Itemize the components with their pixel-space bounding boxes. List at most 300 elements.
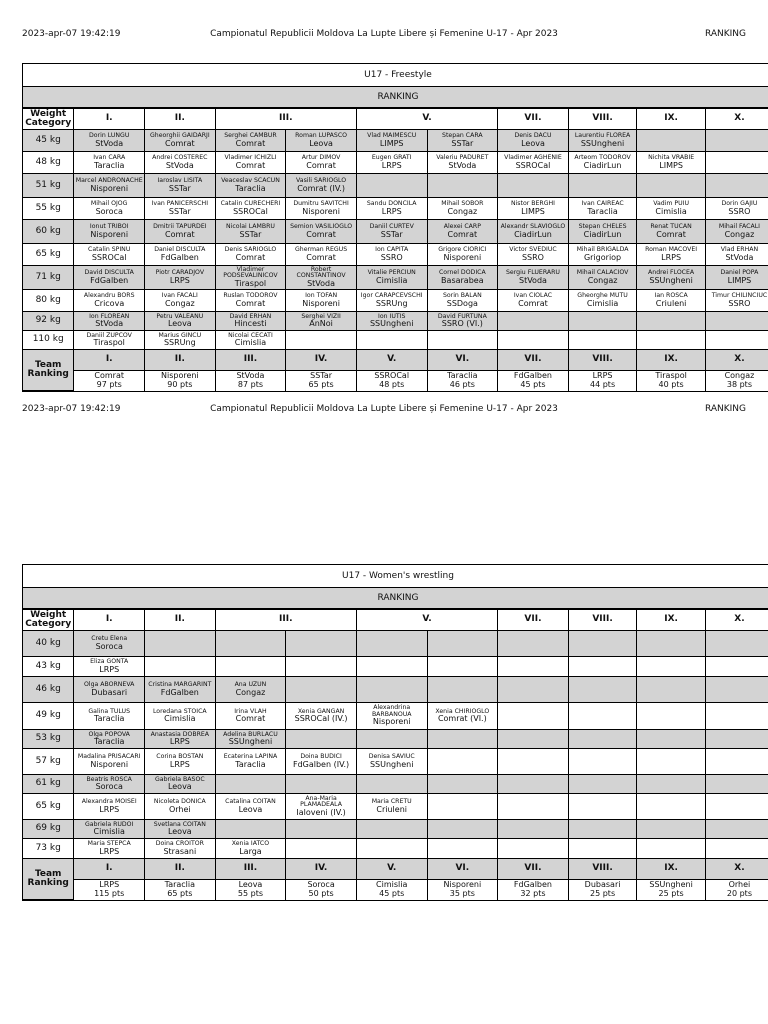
athlete-name: Maria STEPCA xyxy=(87,840,131,848)
result-cell xyxy=(74,290,145,312)
result-cell xyxy=(286,730,357,749)
result-cell xyxy=(637,331,706,350)
result-cell xyxy=(145,220,216,244)
athlete-name: Arteom TODOROV xyxy=(574,154,631,162)
athlete-club: LIMPS xyxy=(727,275,752,285)
result-cell xyxy=(498,331,569,350)
athlete-name: Ana UZUN xyxy=(234,681,267,689)
result-cell xyxy=(145,244,216,266)
athlete-name: Victor SVEDIUC xyxy=(509,246,557,254)
athlete-club: Leova xyxy=(238,804,263,814)
weight-row xyxy=(23,220,768,244)
weight-category-header: Weight Category xyxy=(23,610,74,631)
result-cell xyxy=(705,703,768,730)
weight-row xyxy=(23,266,768,290)
result-cell xyxy=(705,657,768,677)
athlete-club: Cimislia xyxy=(93,827,125,837)
result-cell xyxy=(498,198,569,220)
athlete-club: Nisporeni xyxy=(90,229,129,239)
athlete-name: Corina BOSTAN xyxy=(156,753,204,761)
result-cell xyxy=(427,244,498,266)
result-cell xyxy=(568,198,637,220)
team-ranking-label: Team Ranking xyxy=(23,350,74,391)
athlete-club: Tiraspol xyxy=(93,338,125,348)
rank-header: V. xyxy=(356,109,497,130)
result-cell xyxy=(286,677,357,703)
athlete-club: LRPS xyxy=(99,664,120,674)
result-cell xyxy=(568,749,637,775)
weight-category: 40 kg xyxy=(23,631,74,657)
athlete-club: Taraclia xyxy=(94,737,125,747)
result-cell xyxy=(215,794,286,820)
result-cell xyxy=(568,152,637,174)
result-cell xyxy=(286,331,357,350)
team-points: 55 pts xyxy=(237,888,263,898)
athlete-name: Nichita VRABIE xyxy=(648,154,695,162)
athlete-club: StVoda xyxy=(518,275,547,285)
result-cell xyxy=(498,703,569,730)
result-cell xyxy=(427,794,498,820)
team-club: FdGalben xyxy=(513,880,552,890)
result-cell xyxy=(705,631,768,657)
team-club: Soroca xyxy=(307,880,335,890)
result-cell xyxy=(215,775,286,794)
athlete-club: SSROCal xyxy=(233,206,268,216)
result-cell xyxy=(427,677,498,703)
result-cell xyxy=(286,839,357,859)
weight-category: 73 kg xyxy=(23,839,74,859)
athlete-club: SSTar xyxy=(239,229,262,239)
result-cell xyxy=(215,290,286,312)
result-cell xyxy=(498,266,569,290)
result-cell xyxy=(637,220,706,244)
athlete-name: Nicolai LAMBRU xyxy=(225,223,275,231)
athlete-club: Comrat xyxy=(306,160,336,170)
result-cell xyxy=(356,703,427,730)
team-result xyxy=(356,880,427,900)
team-points: 50 pts xyxy=(308,888,334,898)
result-cell xyxy=(74,631,145,657)
weight-category: 55 kg xyxy=(23,198,74,220)
athlete-club: Soroca xyxy=(95,641,123,651)
result-cell xyxy=(286,631,357,657)
athlete-club: Cricova xyxy=(94,298,125,308)
result-cell xyxy=(356,312,427,331)
athlete-club: SSTar xyxy=(168,183,191,193)
athlete-club: Cimislia xyxy=(586,298,619,308)
result-cell xyxy=(705,244,768,266)
athlete-name: Valeriu PADURET xyxy=(436,154,489,162)
result-cell xyxy=(215,130,286,152)
result-cell xyxy=(498,677,569,703)
athlete-name: Loredana STOICA xyxy=(152,707,207,715)
team-result xyxy=(74,880,145,900)
athlete-name: Olga POPOVA xyxy=(88,730,130,738)
weight-category: 71 kg xyxy=(23,266,74,290)
rank-header: I. xyxy=(74,610,145,631)
result-cell xyxy=(637,290,706,312)
athlete-name: Gabriela BASOC xyxy=(154,775,205,783)
athlete-club: SSDoga xyxy=(446,298,478,308)
rank-header: IX. xyxy=(637,109,706,130)
result-cell xyxy=(568,174,637,198)
team-result xyxy=(705,880,768,900)
athlete-club: Congaz xyxy=(164,298,195,308)
team-result xyxy=(215,371,286,391)
result-cell xyxy=(568,312,637,331)
athlete-name: Ruslan TODOROV xyxy=(223,292,278,300)
result-cell xyxy=(705,839,768,859)
athlete-name: David DISCULTA xyxy=(84,269,134,277)
team-club: Dubasari xyxy=(584,880,621,890)
athlete-club: SSRO xyxy=(728,206,751,216)
athlete-club: Taraclia xyxy=(235,759,266,769)
athlete-club: Criuleni xyxy=(655,298,687,308)
team-club: Nisporeni xyxy=(443,880,482,890)
athlete-club: StVoda xyxy=(725,252,754,262)
result-cell xyxy=(498,794,569,820)
weight-row xyxy=(23,130,768,152)
team-club: Taraclia xyxy=(164,880,196,890)
result-cell xyxy=(356,631,427,657)
womens-title: U17 - Women's wrestling xyxy=(23,565,768,588)
athlete-name: Ivan FACALI xyxy=(161,292,198,300)
athlete-club: Comrat (IV.) xyxy=(297,183,345,193)
result-cell xyxy=(74,730,145,749)
athlete-name: Mihail BRIGALDA xyxy=(576,246,629,254)
athlete-club: Tiraspol xyxy=(234,278,267,288)
weight-row xyxy=(23,820,768,839)
athlete-name: Ian ROSCA xyxy=(654,292,688,300)
result-cell xyxy=(356,331,427,350)
athlete-club: Nisporeni xyxy=(302,298,340,308)
athlete-club: LRPS xyxy=(169,737,190,747)
athlete-club: AnNoi xyxy=(309,319,333,329)
athlete-club: SSUngheni xyxy=(580,138,625,148)
athlete-name: Beatris ROSCA xyxy=(86,775,132,783)
result-cell xyxy=(427,174,498,198)
result-cell xyxy=(215,703,286,730)
athlete-club: LRPS xyxy=(661,252,682,262)
weight-category: 110 kg xyxy=(23,331,74,350)
result-cell xyxy=(286,794,357,820)
athlete-club: Comrat xyxy=(235,298,266,308)
athlete-club: LRPS xyxy=(169,759,190,769)
athlete-club: Comrat xyxy=(518,298,548,308)
team-points: 115 pts xyxy=(94,888,125,898)
team-rank-header: VIII. xyxy=(568,859,637,880)
athlete-club: Nisporeni xyxy=(90,759,129,769)
result-cell xyxy=(637,266,706,290)
result-cell xyxy=(498,839,569,859)
athlete-name: Semion VASILIOGLO xyxy=(290,223,353,231)
athlete-club: LRPS xyxy=(381,160,402,170)
result-cell xyxy=(637,152,706,174)
result-cell xyxy=(568,266,637,290)
team-rank-header: I. xyxy=(74,859,145,880)
team-rank-header: X. xyxy=(705,859,768,880)
athlete-name: Ionut TRIBOI xyxy=(89,223,129,231)
result-cell xyxy=(286,703,357,730)
athlete-name: Alexandra MOISEI xyxy=(81,798,137,806)
result-cell xyxy=(568,244,637,266)
athlete-name: Dorin LUNGU xyxy=(89,132,130,140)
weight-row xyxy=(23,749,768,775)
athlete-name: Xenia CHIRIOGLO xyxy=(435,707,490,715)
result-cell xyxy=(145,631,216,657)
athlete-name: Vladimer ICHIZLI xyxy=(224,154,277,162)
team-points: 45 pts xyxy=(520,379,546,389)
rank-header: II. xyxy=(145,610,216,631)
result-cell xyxy=(427,775,498,794)
result-cell xyxy=(356,266,427,290)
athlete-name: Vlad ERHAN xyxy=(720,246,759,254)
athlete-name: Ion TOFAN xyxy=(305,292,338,300)
team-rank-header: IX. xyxy=(637,350,706,371)
athlete-club: Comrat xyxy=(235,160,266,170)
athlete-name: Alexandrina BARBANOUA xyxy=(371,704,412,718)
athlete-name: Catalin SPINU xyxy=(88,246,131,254)
athlete-name: Doina CROITOR xyxy=(155,840,204,848)
result-cell xyxy=(215,657,286,677)
athlete-club: Taraclia xyxy=(587,206,618,216)
weight-row xyxy=(23,290,768,312)
result-cell xyxy=(568,677,637,703)
weight-row xyxy=(23,244,768,266)
weight-row xyxy=(23,657,768,677)
athlete-name: Marcel ANDRONACHE xyxy=(75,177,143,185)
result-cell xyxy=(498,130,569,152)
weight-category: 49 kg xyxy=(23,703,74,730)
result-cell xyxy=(427,730,498,749)
athlete-name: Nicoleta DONICA xyxy=(153,798,206,806)
athlete-name: Mihail OJOG xyxy=(90,200,128,208)
result-cell xyxy=(286,775,357,794)
weight-row xyxy=(23,331,768,350)
athlete-club: Comrat xyxy=(165,138,195,148)
athlete-name: Gabriela RUDOI xyxy=(85,820,134,828)
result-cell xyxy=(356,820,427,839)
athlete-name: Cretu Elena xyxy=(91,635,128,643)
athlete-club: SSRO xyxy=(521,252,544,262)
result-cell xyxy=(705,794,768,820)
result-cell xyxy=(637,677,706,703)
result-cell xyxy=(215,152,286,174)
athlete-club: Soroca xyxy=(95,782,123,792)
athlete-club: LRPS xyxy=(99,846,120,856)
result-cell xyxy=(145,266,216,290)
team-result xyxy=(637,371,706,391)
team-points: 65 pts xyxy=(167,888,193,898)
athlete-club: Comrat xyxy=(235,252,266,262)
header-ranking: RANKING xyxy=(704,29,746,39)
result-cell xyxy=(427,820,498,839)
result-cell xyxy=(705,820,768,839)
result-cell xyxy=(637,749,706,775)
result-cell xyxy=(74,677,145,703)
result-cell xyxy=(356,794,427,820)
result-cell xyxy=(215,331,286,350)
result-cell xyxy=(705,730,768,749)
result-cell xyxy=(637,775,706,794)
result-cell xyxy=(637,730,706,749)
athlete-club: Leova xyxy=(309,138,333,148)
weight-category: 51 kg xyxy=(23,174,74,198)
athlete-club: FdGalben xyxy=(160,687,199,697)
athlete-club: CiadirLun xyxy=(514,229,552,239)
athlete-name: Igor CARAPCEVSCHI xyxy=(360,292,423,300)
result-cell xyxy=(356,198,427,220)
result-cell xyxy=(356,749,427,775)
athlete-name: Grigore CIORICI xyxy=(438,246,487,254)
result-cell xyxy=(145,174,216,198)
athlete-club: LIMPS xyxy=(521,206,545,216)
athlete-club: Larga xyxy=(239,846,262,856)
result-cell xyxy=(568,730,637,749)
athlete-club: SSUngheni xyxy=(369,319,414,329)
result-cell xyxy=(568,331,637,350)
athlete-name: Madalina PRISACARI xyxy=(77,753,141,761)
result-cell xyxy=(705,312,768,331)
weight-category: 43 kg xyxy=(23,657,74,677)
athlete-club: Cimislia xyxy=(234,338,267,348)
athlete-club: Taraclia xyxy=(94,160,125,170)
result-cell xyxy=(145,730,216,749)
athlete-club: Comrat (VI.) xyxy=(437,714,487,724)
team-rank-header: IV. xyxy=(286,350,357,371)
athlete-club: SSTar xyxy=(451,138,474,148)
athlete-club: Leova xyxy=(167,319,192,329)
result-cell xyxy=(356,174,427,198)
result-cell xyxy=(356,677,427,703)
athlete-name: Eliza GONTA xyxy=(90,658,129,666)
header-title: Campionatul Republicii Moldova La Lupte Libere și Femenine U-17 - Apr 2023 xyxy=(210,404,558,414)
team-rank-header: V. xyxy=(356,859,427,880)
athlete-name: Laurentiu FLOREA xyxy=(574,132,631,140)
rank-header: VIII. xyxy=(568,610,637,631)
result-cell xyxy=(568,703,637,730)
result-cell xyxy=(286,312,357,331)
athlete-club: Criuleni xyxy=(376,804,407,814)
result-cell xyxy=(74,839,145,859)
team-club: FdGalben xyxy=(513,371,552,381)
athlete-name: Mihail FACALI xyxy=(718,223,760,231)
result-cell xyxy=(705,749,768,775)
team-points: 65 pts xyxy=(308,379,334,389)
result-cell xyxy=(427,703,498,730)
athlete-club: Basarabea xyxy=(441,275,484,285)
athlete-name: Gheorghe MUTU xyxy=(577,292,628,300)
athlete-club: Comrat xyxy=(235,138,266,148)
team-rank-header: V. xyxy=(356,350,427,371)
athlete-name: Adelina BURLACU xyxy=(223,730,278,738)
weight-category: 57 kg xyxy=(23,749,74,775)
athlete-name: Sorin BALAN xyxy=(442,292,482,300)
result-cell xyxy=(637,794,706,820)
result-cell xyxy=(215,220,286,244)
rank-header: III. xyxy=(215,610,356,631)
weight-row xyxy=(23,312,768,331)
result-cell xyxy=(637,657,706,677)
athlete-name: Ivan CAIREAC xyxy=(581,200,624,208)
weight-category: 46 kg xyxy=(23,677,74,703)
result-cell xyxy=(637,130,706,152)
weight-row xyxy=(23,677,768,703)
result-cell xyxy=(356,775,427,794)
athlete-club: StVoda xyxy=(448,160,477,170)
athlete-club: SSRUng xyxy=(163,338,196,348)
result-cell xyxy=(145,312,216,331)
result-cell xyxy=(356,839,427,859)
athlete-club: Nisporeni xyxy=(443,252,482,262)
result-cell xyxy=(637,839,706,859)
result-cell xyxy=(568,820,637,839)
athlete-name: Vitalie PERCIUN xyxy=(367,269,416,277)
athlete-name: Daniil ZUPCOV xyxy=(86,331,132,339)
result-cell xyxy=(145,198,216,220)
result-cell xyxy=(356,730,427,749)
athlete-club: Nisporeni xyxy=(372,717,411,727)
athlete-name: Renat TUCAN xyxy=(650,223,692,231)
athlete-club: Cimislia xyxy=(164,714,196,724)
rank-header: VII. xyxy=(498,610,569,631)
athlete-club: SSTar xyxy=(168,206,191,216)
athlete-name: Galina TULUS xyxy=(88,707,130,715)
team-result xyxy=(356,371,427,391)
team-points: 38 pts xyxy=(726,379,752,389)
athlete-name: Xenia GANGAN xyxy=(297,707,345,715)
athlete-club: Dubasari xyxy=(91,687,128,697)
result-cell xyxy=(74,244,145,266)
team-points: 20 pts xyxy=(726,888,752,898)
athlete-name: Andrei FLOCEA xyxy=(648,269,695,277)
header-timestamp: 2023-apr-07 19:42:19 xyxy=(22,29,121,39)
result-cell xyxy=(637,631,706,657)
result-cell xyxy=(145,794,216,820)
athlete-club: Nisporeni xyxy=(90,183,129,193)
athlete-name: Ion FLOREAN xyxy=(89,312,130,320)
team-points: 48 pts xyxy=(379,379,405,389)
athlete-name: Mihail CALACIOV xyxy=(576,269,629,277)
freestyle-block xyxy=(22,63,768,392)
athlete-club: StVoda xyxy=(95,319,124,329)
result-cell xyxy=(427,152,498,174)
result-cell xyxy=(286,749,357,775)
team-result xyxy=(74,371,145,391)
result-cell xyxy=(286,130,357,152)
result-cell xyxy=(74,703,145,730)
athlete-club: Strasani xyxy=(163,846,197,856)
result-cell xyxy=(705,290,768,312)
header-timestamp: 2023-apr-07 19:42:19 xyxy=(22,404,121,414)
weight-category: 92 kg xyxy=(23,312,74,331)
team-points: 35 pts xyxy=(449,888,475,898)
athlete-name: Doina BUDICI xyxy=(300,753,342,761)
result-cell xyxy=(215,174,286,198)
weight-row xyxy=(23,631,768,657)
athlete-name: Serghei CAMBUR xyxy=(224,132,277,140)
athlete-club: SSUngheni xyxy=(649,275,693,285)
athlete-name: Marius GINCU xyxy=(158,331,202,339)
result-cell xyxy=(356,152,427,174)
result-cell xyxy=(74,198,145,220)
womens-table xyxy=(23,609,768,900)
result-cell xyxy=(568,631,637,657)
result-cell xyxy=(498,631,569,657)
athlete-name: Irina VLAH xyxy=(234,707,267,715)
result-cell xyxy=(498,312,569,331)
result-cell xyxy=(498,730,569,749)
